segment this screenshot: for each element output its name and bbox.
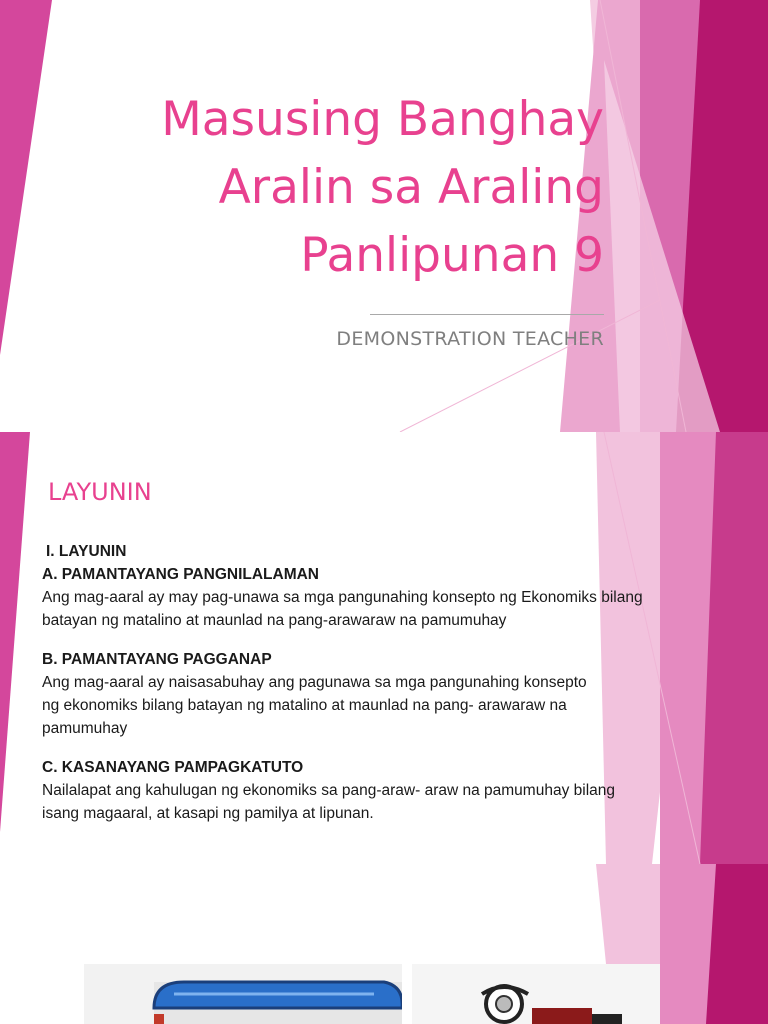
- tricycle-image: [84, 964, 402, 1024]
- images-slide: [0, 864, 768, 1024]
- motorcycle-image: [412, 964, 660, 1024]
- left-pink-shape: [0, 432, 30, 832]
- slide-heading: LAYUNIN: [48, 478, 152, 506]
- paragraph-line: Ang mag-aaral ay may pag-unawa sa mga pangunahing konsepto ng Ekonomiks bilang: [42, 589, 643, 606]
- slide-subtitle: DEMONSTRATION TEACHER: [336, 328, 604, 350]
- subsection-heading: B. PAMANTAYANG PAGGANAP: [42, 651, 272, 668]
- paragraph-line: ng ekonomiks bilang batayan ng matalino at maunlad na pang- arawaraw na: [42, 697, 567, 714]
- objectives-slide: [0, 432, 768, 864]
- title-slide: [0, 0, 768, 432]
- paragraph-line: pamumuhay: [42, 720, 128, 737]
- paragraph-line: Nailalapat ang kahulugan ng ekonomiks sa pang-araw- araw na pamumuhay bilang: [42, 782, 615, 799]
- spacer: [42, 740, 722, 756]
- dark-facet: [706, 864, 768, 1024]
- paragraph-line: isang magaaral, at kasapi ng pamilya at lipunan.: [42, 805, 374, 822]
- section-heading: I. LAYUNIN: [46, 543, 127, 560]
- paragraph-line: batayan ng matalino at maunlad na pang-arawaraw na pamumuhay: [42, 612, 507, 629]
- tricycle-icon: [84, 964, 402, 1024]
- subsection-heading: C. KASANAYANG PAMPAGKATUTO: [42, 759, 304, 776]
- slide-title: Masusing Banghay Aralin sa Araling Panlipunan 9: [161, 92, 604, 283]
- motorcycle-icon: [412, 964, 660, 1024]
- paragraph-line: Ang mag-aaral ay naisasabuhay ang pagunawa sa mga pangunahing konsepto: [42, 674, 587, 691]
- title-divider: [370, 314, 604, 315]
- subsection-heading: A. PAMANTAYANG PANGNILALAMAN: [42, 566, 319, 583]
- left-pink-shape: [0, 0, 52, 355]
- spacer: [42, 632, 722, 648]
- objectives-body: [42, 540, 722, 825]
